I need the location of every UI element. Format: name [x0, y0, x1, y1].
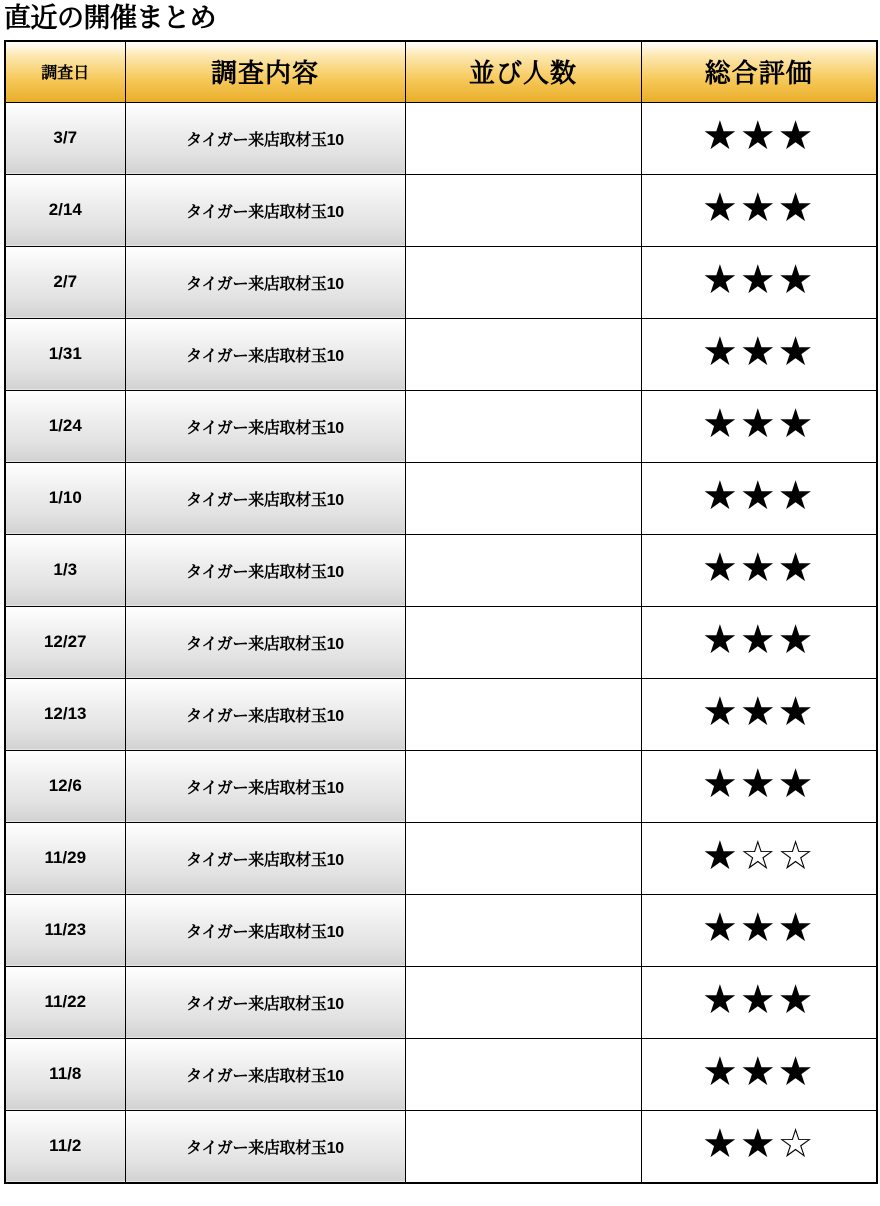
table-row [5, 822, 877, 894]
cell-content: タイガー来店取材玉10 [125, 894, 405, 966]
cell-queue [405, 246, 641, 318]
cell-date: 11/29 [5, 822, 125, 894]
cell-rating [641, 318, 877, 390]
cell-content: タイガー来店取材玉10 [125, 246, 405, 318]
table-row [5, 534, 877, 606]
cell-queue [405, 462, 641, 534]
cell-date: 11/8 [5, 1038, 125, 1110]
star-rating: ★★★ [701, 906, 816, 951]
cell-rating [641, 462, 877, 534]
cell-queue [405, 318, 641, 390]
table-header-row [5, 41, 877, 103]
cell-rating [641, 534, 877, 606]
cell-rating [641, 1038, 877, 1110]
cell-content: タイガー来店取材玉10 [125, 102, 405, 174]
cell-content: タイガー来店取材玉10 [125, 822, 405, 894]
cell-date: 12/6 [5, 750, 125, 822]
cell-queue [405, 102, 641, 174]
star-rating: ★☆☆ [701, 834, 816, 879]
cell-content: タイガー来店取材玉10 [125, 606, 405, 678]
star-rating: ★★★ [701, 330, 816, 375]
star-rating: ★★★ [701, 690, 816, 735]
table-row [5, 750, 877, 822]
table-header [5, 41, 877, 103]
cell-date: 3/7 [5, 102, 125, 174]
table-body [5, 102, 877, 1183]
cell-rating [641, 966, 877, 1038]
star-rating: ★★★ [701, 258, 816, 303]
cell-content: タイガー来店取材玉10 [125, 174, 405, 246]
cell-queue [405, 606, 641, 678]
cell-content: タイガー来店取材玉10 [125, 678, 405, 750]
cell-date: 12/13 [5, 678, 125, 750]
table-row [5, 174, 877, 246]
star-rating: ★★★ [701, 546, 816, 591]
star-rating: ★★★ [701, 978, 816, 1023]
cell-date: 1/24 [5, 390, 125, 462]
table-row [5, 246, 877, 318]
star-rating: ★★★ [701, 186, 816, 231]
column-header-content: 調査内容 [125, 41, 405, 103]
page-title: 直近の開催まとめ [4, 3, 216, 33]
cell-date: 1/3 [5, 534, 125, 606]
cell-date: 12/27 [5, 606, 125, 678]
cell-content: タイガー来店取材玉10 [125, 462, 405, 534]
star-rating: ★★☆ [701, 1122, 816, 1167]
cell-rating [641, 390, 877, 462]
cell-date: 1/31 [5, 318, 125, 390]
star-rating: ★★★ [701, 1050, 816, 1095]
cell-date: 2/7 [5, 246, 125, 318]
cell-queue [405, 822, 641, 894]
cell-queue [405, 678, 641, 750]
table-row [5, 390, 877, 462]
cell-date: 11/22 [5, 966, 125, 1038]
cell-queue [405, 534, 641, 606]
star-rating: ★★★ [701, 114, 816, 159]
table-row [5, 318, 877, 390]
column-header-rating: 総合評価 [641, 41, 877, 103]
table-row [5, 1110, 877, 1183]
star-rating: ★★★ [701, 474, 816, 519]
column-header-date: 調査日 [5, 41, 125, 103]
cell-queue [405, 1110, 641, 1183]
cell-date: 1/10 [5, 462, 125, 534]
cell-content: タイガー来店取材玉10 [125, 318, 405, 390]
column-header-queue: 並び人数 [405, 41, 641, 103]
cell-rating [641, 102, 877, 174]
cell-rating [641, 750, 877, 822]
cell-date: 2/14 [5, 174, 125, 246]
cell-rating [641, 174, 877, 246]
cell-date: 11/2 [5, 1110, 125, 1183]
table-row [5, 102, 877, 174]
cell-queue [405, 966, 641, 1038]
table-row [5, 1038, 877, 1110]
cell-rating [641, 246, 877, 318]
cell-content: タイガー来店取材玉10 [125, 390, 405, 462]
table-row [5, 462, 877, 534]
cell-queue [405, 750, 641, 822]
cell-content: タイガー来店取材玉10 [125, 534, 405, 606]
table-row [5, 678, 877, 750]
cell-queue [405, 894, 641, 966]
table-row [5, 606, 877, 678]
cell-rating [641, 822, 877, 894]
star-rating: ★★★ [701, 618, 816, 663]
cell-rating [641, 606, 877, 678]
summary-table [4, 40, 878, 1184]
cell-queue [405, 390, 641, 462]
cell-content: タイガー来店取材玉10 [125, 1038, 405, 1110]
table-row [5, 966, 877, 1038]
cell-date: 11/23 [5, 894, 125, 966]
star-rating: ★★★ [701, 402, 816, 447]
cell-rating [641, 678, 877, 750]
star-rating: ★★★ [701, 762, 816, 807]
cell-rating [641, 894, 877, 966]
cell-content: タイガー来店取材玉10 [125, 1110, 405, 1183]
cell-content: タイガー来店取材玉10 [125, 966, 405, 1038]
cell-queue [405, 1038, 641, 1110]
cell-queue [405, 174, 641, 246]
cell-rating [641, 1110, 877, 1183]
cell-content: タイガー来店取材玉10 [125, 750, 405, 822]
table-row [5, 894, 877, 966]
